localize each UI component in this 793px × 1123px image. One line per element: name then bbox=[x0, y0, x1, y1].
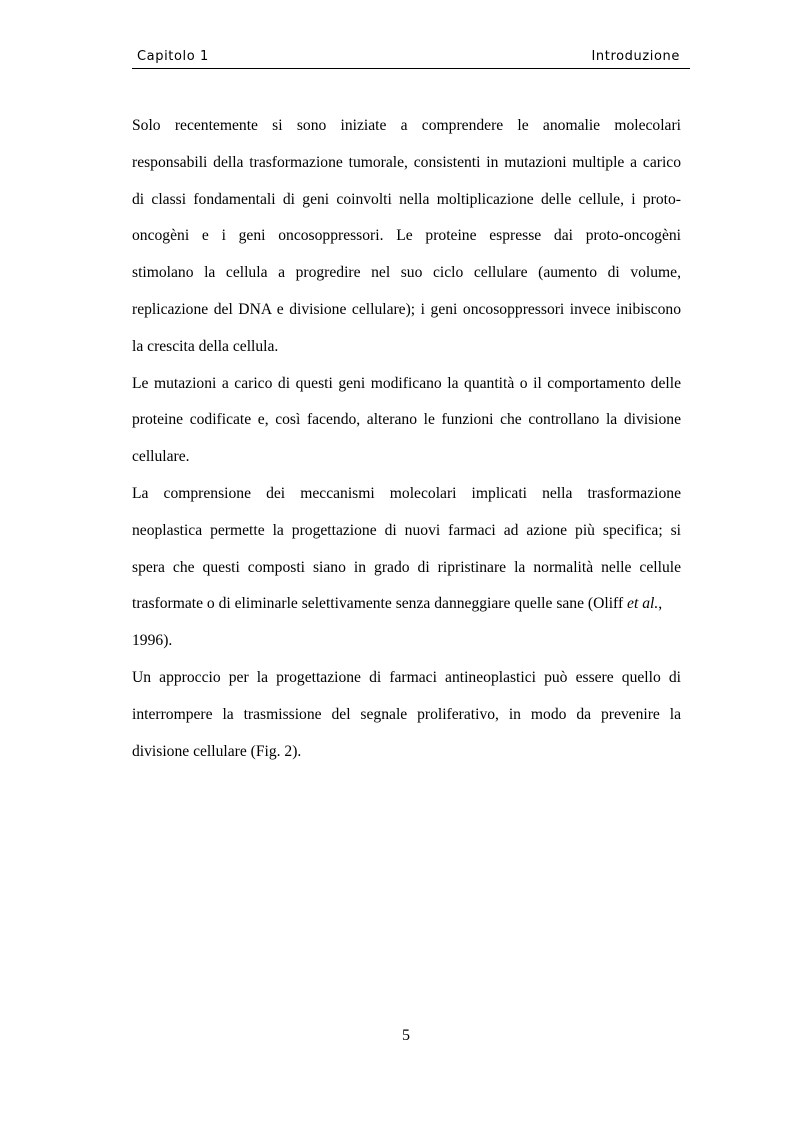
citation-et-al: et al. bbox=[627, 595, 659, 613]
paragraph-4-line-2: interrompere la trasmissione del segnale proliferativo, in modo da prevenire la bbox=[132, 705, 681, 723]
paragraph-1-line-5: stimolano la cellula a progredire nel suo ciclo cellulare (aumento di volume, bbox=[132, 264, 681, 282]
citation-text-before: trasformate o di eliminarle selettivamente senza danneggiare quelle sane (Oliff bbox=[132, 595, 628, 613]
paragraph-4-line-3: divisione cellulare (Fig. 2). bbox=[132, 742, 302, 760]
paragraph-1-line-6: replicazione del DNA e divisione cellulare); i geni oncosoppressori invece inibiscono bbox=[132, 300, 681, 318]
paragraph-4-line-1: Un approccio per la progettazione di farmaci antineoplastici può essere quello di bbox=[132, 668, 681, 686]
paragraph-3-line-3: spera che questi composti siano in grado di ripristinare la normalità nelle cellule bbox=[132, 558, 681, 576]
paragraph-3-line-1: La comprensione dei meccanismi molecolari implicati nella trasformazione bbox=[132, 484, 681, 502]
paragraph-3-line-5: 1996). bbox=[132, 632, 173, 650]
paragraph-2-line-2: proteine codificate e, così facendo, alterano le funzioni che controllano la divisione bbox=[132, 411, 681, 429]
paragraph-2-line-1: Le mutazioni a carico di questi geni modificano la quantità o il comportamento delle bbox=[132, 374, 681, 392]
paragraph-1-line-7: la crescita della cellula. bbox=[132, 337, 279, 355]
paragraph-1-line-2: responsabili della trasformazione tumorale, consistenti in mutazioni multiple a carico bbox=[132, 153, 681, 171]
paragraph-1-line-4: oncogèni e i geni oncosoppressori. Le proteine espresse dai proto-oncogèni bbox=[132, 227, 681, 245]
paragraph-1-line-1: Solo recentemente si sono iniziate a comprendere le anomalie molecolari bbox=[132, 117, 681, 134]
running-header bbox=[132, 48, 690, 69]
paragraph-3-line-2: neoplastica permette la progettazione di nuovi farmaci ad azione più specifica; si bbox=[132, 521, 681, 539]
citation-text-after: , bbox=[658, 595, 663, 613]
paragraph-2-line-3: cellulare. bbox=[132, 448, 190, 466]
page-number: 5 bbox=[402, 1027, 410, 1044]
body-text bbox=[132, 108, 681, 770]
paragraph-3-citation-line bbox=[132, 586, 681, 623]
chapter-label: Capitolo 1 bbox=[137, 49, 209, 64]
paragraph-1-line-3: di classi fondamentali di geni coinvolti nella moltiplicazione delle cellule, i proto- bbox=[132, 190, 681, 208]
section-label: Introduzione bbox=[591, 49, 680, 64]
